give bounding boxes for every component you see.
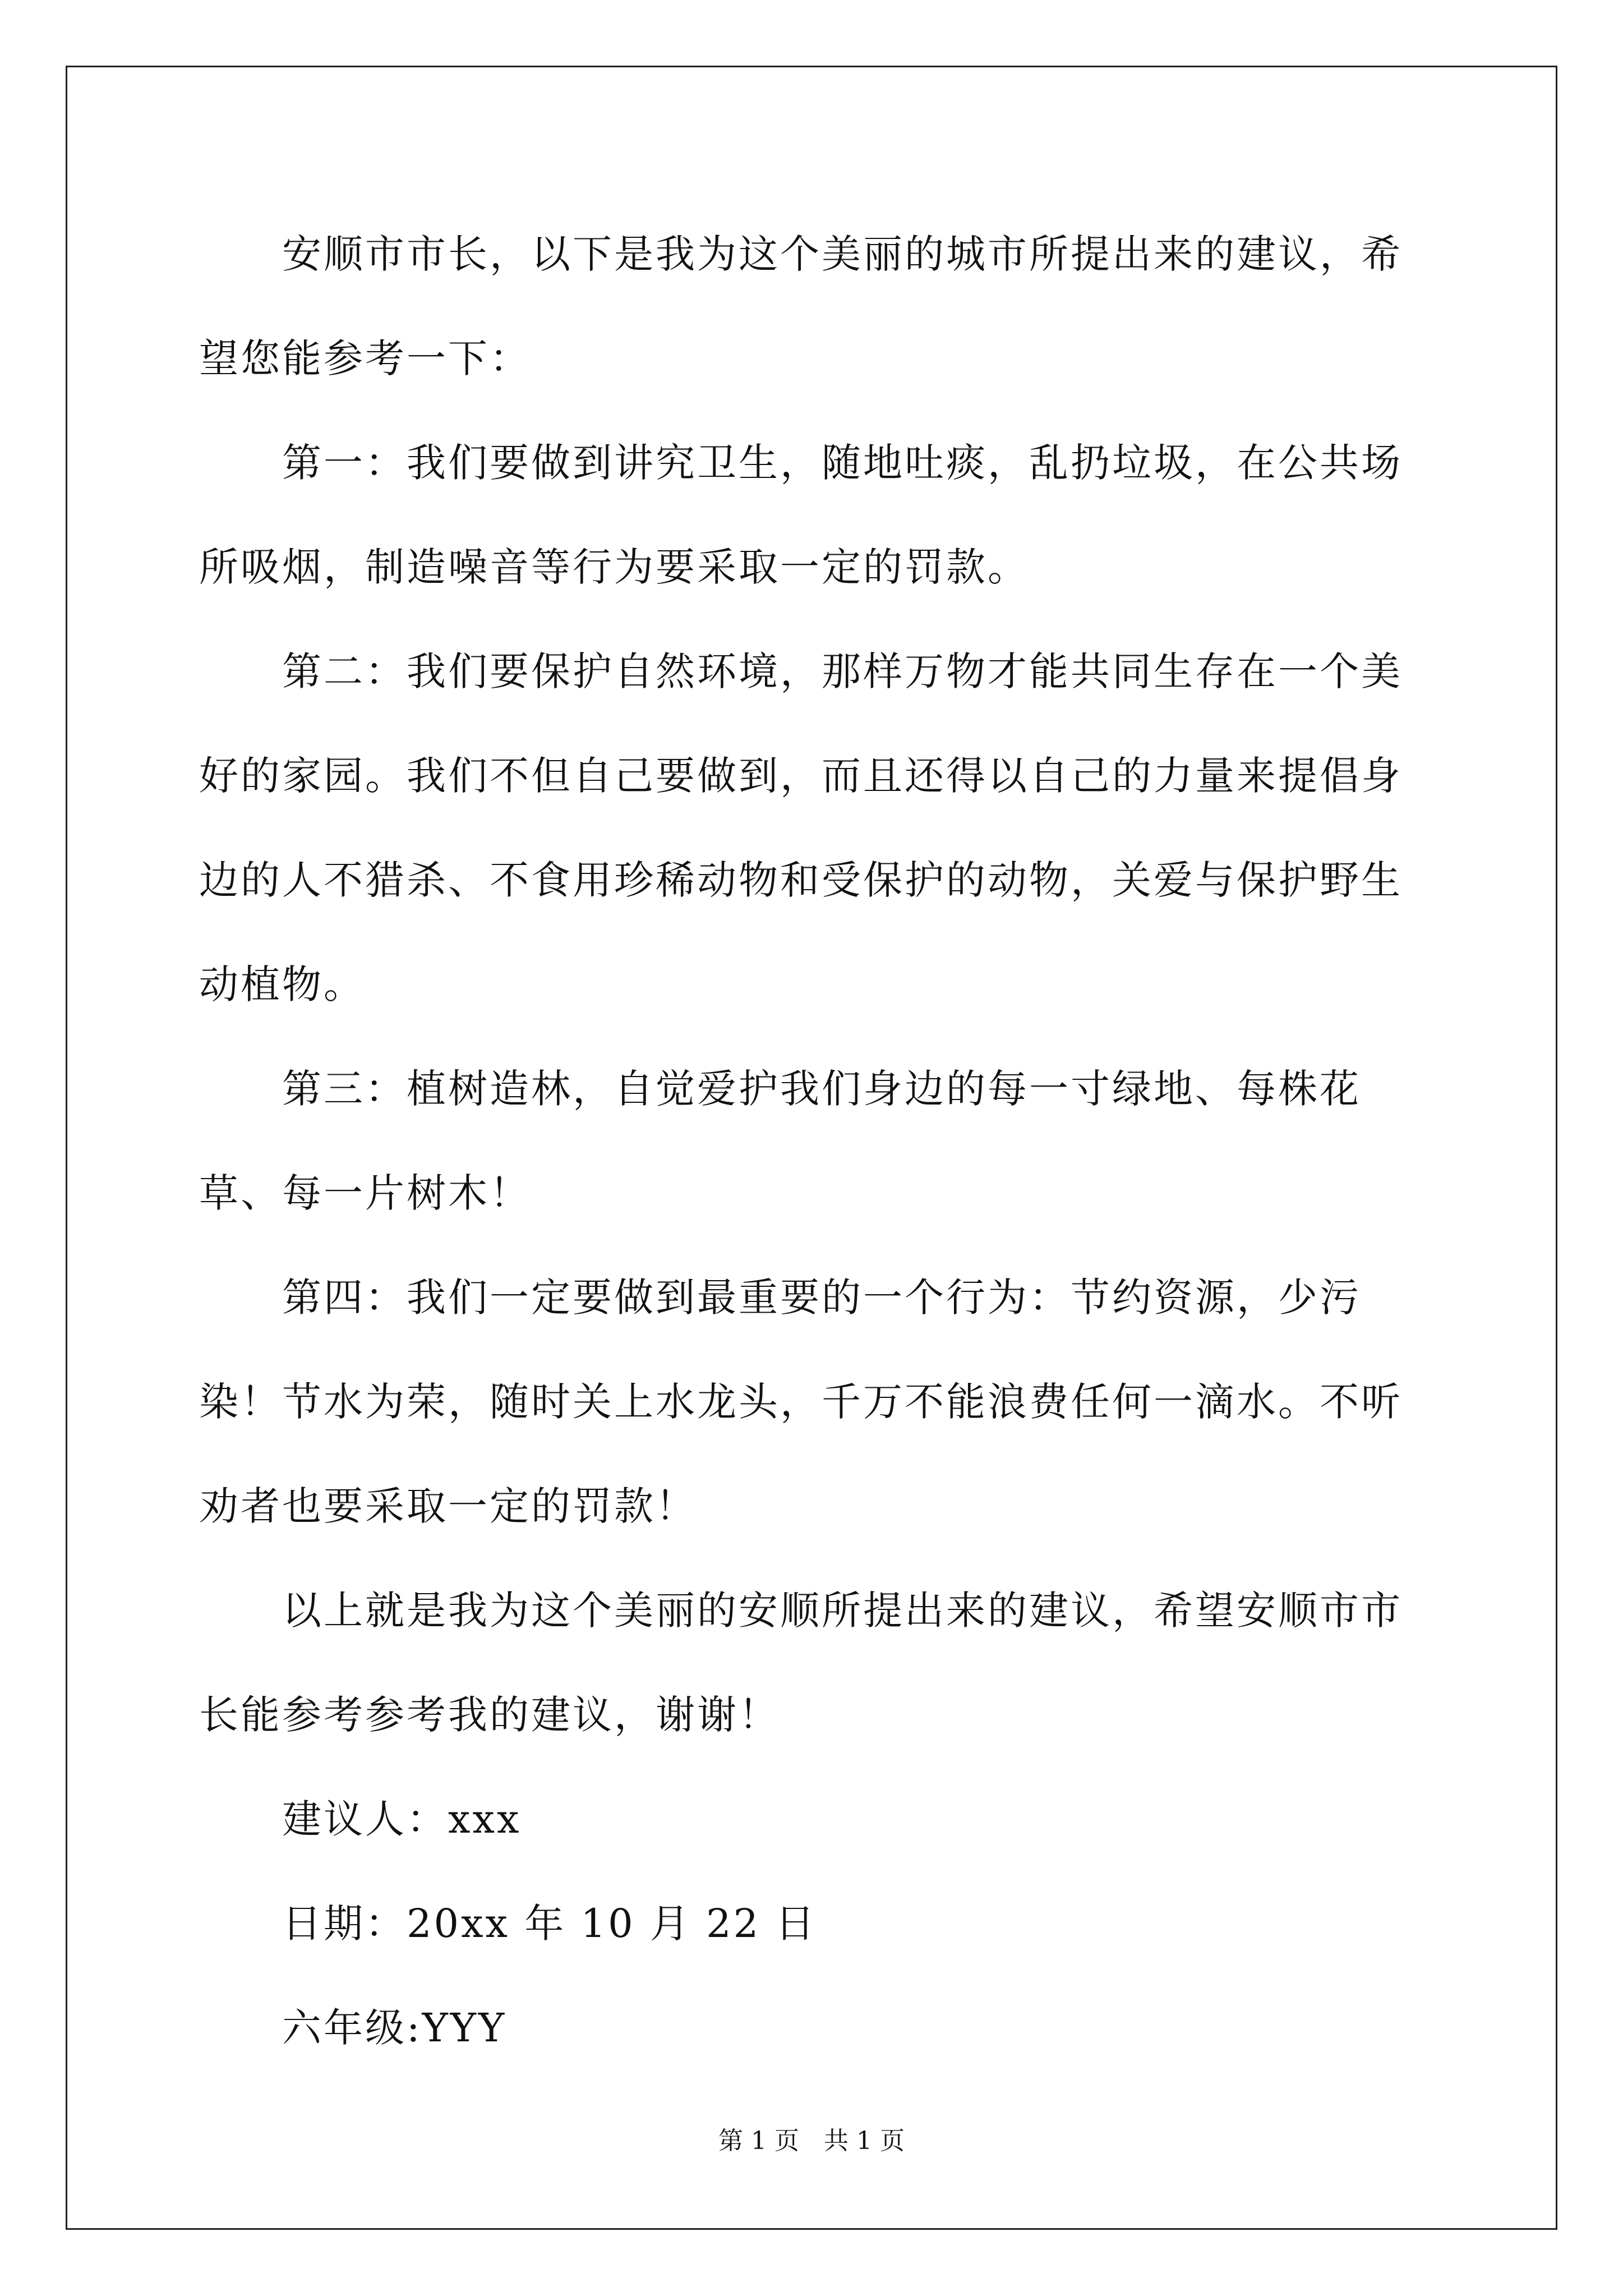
page-number-footer: 第 1 页 共 1 页 [718, 2127, 905, 2155]
paragraph-point-3: 第三：植树造林，自觉爱护我们身边的每一寸绿地、每株花草、每一片树木！ [199, 1066, 1361, 1216]
proposer-line: 建议人：xxx [282, 1796, 522, 1842]
paragraph-point-1: 第一：我们要做到讲究卫生，随地吐痰，乱扔垃圾，在公共场所吸烟，制造噪音等行为要采取一定的罚款。 [199, 440, 1403, 590]
document-body [199, 202, 1433, 2080]
paragraph-closing: 以上就是我为这个美丽的安顺所提出来的建议，希望安顺市市长能参考参考我的建议，谢谢！ [199, 1588, 1403, 1738]
paragraph-intro: 安顺市市长，以下是我为这个美丽的城市所提出来的建议，希望您能参考一下： [199, 231, 1403, 381]
date-line: 日期：20xx 年 10 月 22 日 [282, 1901, 817, 1947]
paragraph-point-2: 第二：我们要保护自然环境，那样万物才能共同生存在一个美好的家园。我们不但自己要做到，而且还得以自己的力量来提倡身边的人不猎杀、不食用珍稀动物和受保护的动物，关爱与保护野生动植物。 [199, 648, 1403, 1007]
grade-line: 六年级:YYY [282, 2005, 507, 2051]
paragraph-point-4: 第四：我们一定要做到最重要的一个行为：节约资源，少污染！节水为荣，随时关上水龙头，千万不能浪费任何一滴水。不听劝者也要采取一定的罚款！ [199, 1274, 1403, 1529]
